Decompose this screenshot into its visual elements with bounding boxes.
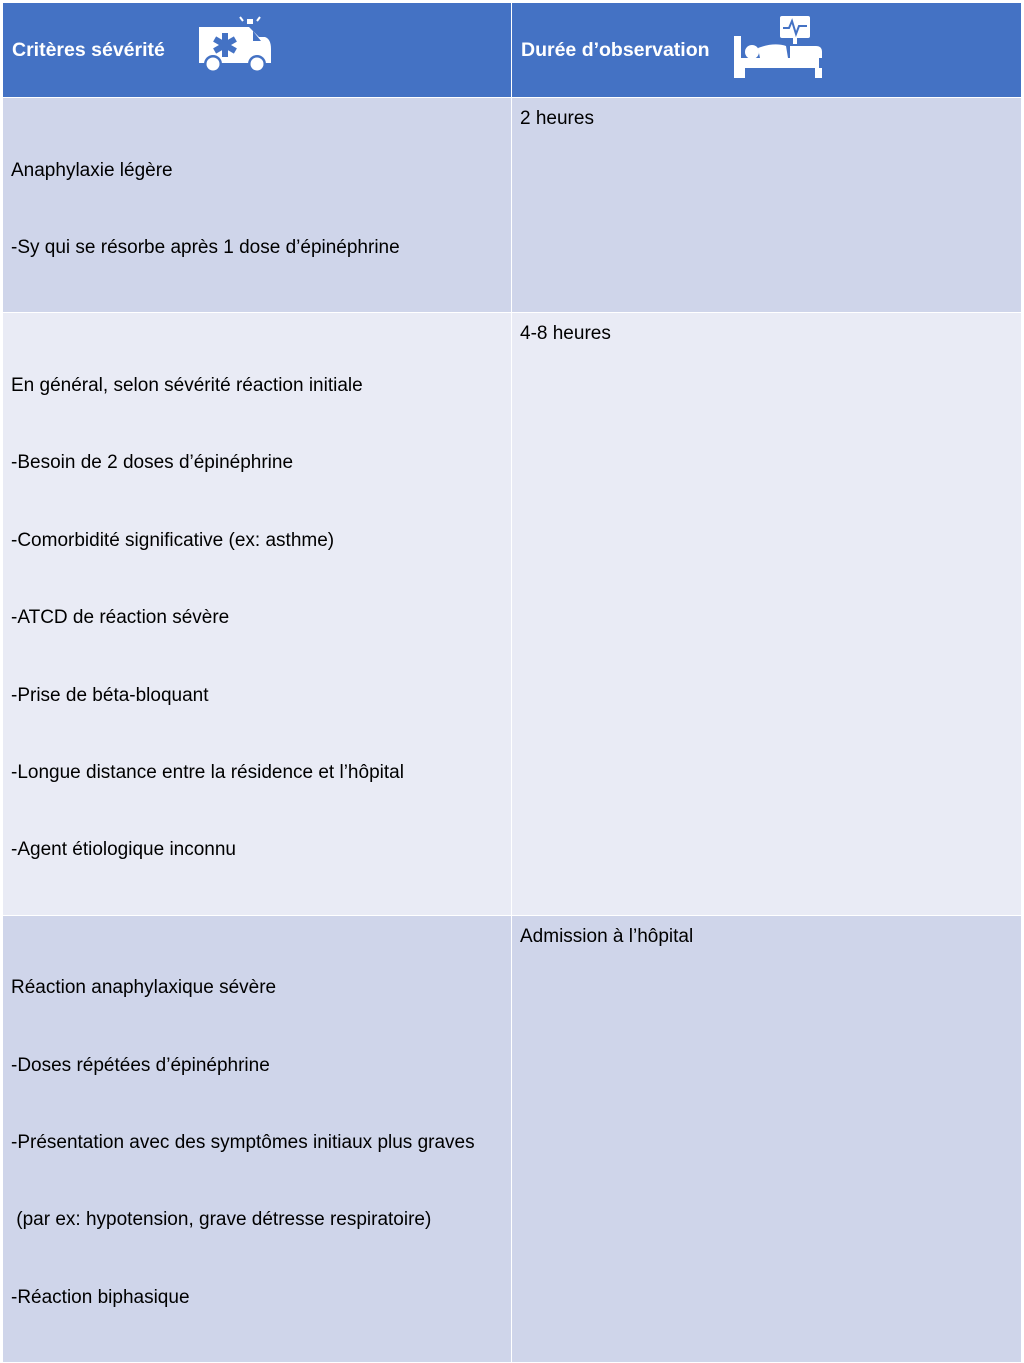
observation-table bbox=[2, 2, 1022, 1363]
criteria-cell bbox=[3, 98, 512, 313]
criteria-line: En général, selon sévérité réaction initiale bbox=[11, 374, 363, 396]
criteria-cell bbox=[3, 915, 512, 1363]
header-duration-cell bbox=[512, 3, 1022, 98]
header-row bbox=[3, 3, 1022, 98]
criteria-line: -Longue distance entre la résidence et l’hôpital bbox=[11, 761, 404, 783]
table-row bbox=[3, 915, 1022, 1363]
duration-text: 2 heures bbox=[520, 108, 594, 129]
criteria-line: -Présentation avec des symptômes initiaux plus graves bbox=[11, 1132, 475, 1154]
duration-cell bbox=[512, 915, 1022, 1363]
criteria-line: -Agent étiologique inconnu bbox=[11, 839, 237, 861]
criteria-line: -Prise de béta-bloquant bbox=[11, 684, 209, 706]
criteria-cell bbox=[3, 313, 512, 915]
duration-text: 4-8 heures bbox=[520, 323, 611, 345]
hospital-bed-icon bbox=[732, 14, 824, 86]
criteria-line: (par ex: hypotension, grave détresse respiratoire) bbox=[11, 1209, 432, 1231]
criteria-line: Réaction anaphylaxique sévère bbox=[11, 977, 277, 999]
criteria-line: -Réaction biphasique bbox=[11, 1286, 190, 1308]
criteria-line: Anaphylaxie légère bbox=[11, 159, 173, 181]
table-row bbox=[3, 98, 1022, 313]
duration-cell bbox=[512, 98, 1022, 313]
duration-cell bbox=[512, 313, 1022, 915]
header-duration-title: Durée d’observation bbox=[521, 38, 710, 61]
header-criteria-title: Critères sévérité bbox=[12, 38, 165, 61]
criteria-line: -Comorbidité significative (ex: asthme) bbox=[11, 529, 335, 551]
duration-text: Admission à l’hôpital bbox=[520, 925, 694, 947]
criteria-line: -Besoin de 2 doses d’épinéphrine bbox=[11, 452, 294, 474]
ambulance-icon bbox=[195, 17, 273, 83]
header-criteria-cell bbox=[3, 3, 512, 98]
criteria-line: -Doses répétées d’épinéphrine bbox=[11, 1054, 270, 1076]
criteria-line: -ATCD de réaction sévère bbox=[11, 607, 230, 629]
criteria-line: -Sy qui se résorbe après 1 dose d’épinéphrine bbox=[11, 236, 400, 258]
table-row bbox=[3, 313, 1022, 915]
